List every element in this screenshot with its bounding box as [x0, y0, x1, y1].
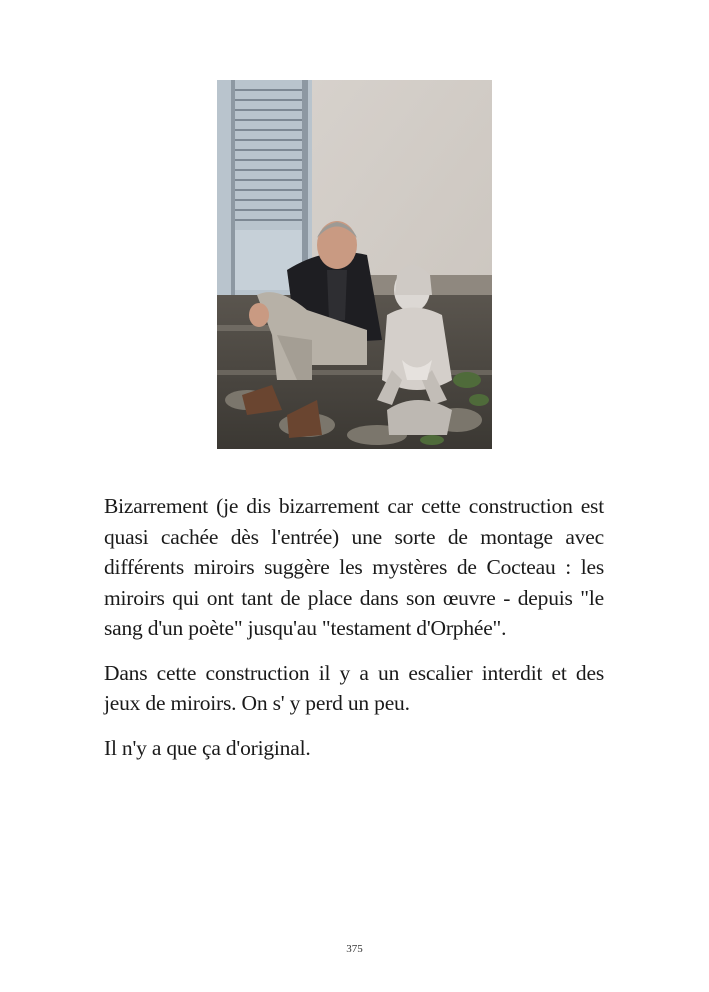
photo-image	[217, 80, 492, 449]
photo	[217, 80, 492, 449]
paragraph: Bizarrement (je dis bizarrement car cette construction est quasi cachée dès l'entrée) une sorte de montage avec différents miroirs suggère les mystères de Cocteau : les miroirs qui ont tant de place dans son œuvre - depuis "le sang d'un poète" jusqu'au "testament d'Orphée".	[104, 494, 604, 640]
page-number: 375	[346, 943, 363, 955]
paragraph: Dans cette construction il y a un escalier interdit et des jeux de miroirs. On s' y perd un peu.	[104, 660, 604, 715]
paragraph: Il n'y a que ça d'original.	[104, 735, 311, 760]
body-text	[104, 491, 604, 777]
